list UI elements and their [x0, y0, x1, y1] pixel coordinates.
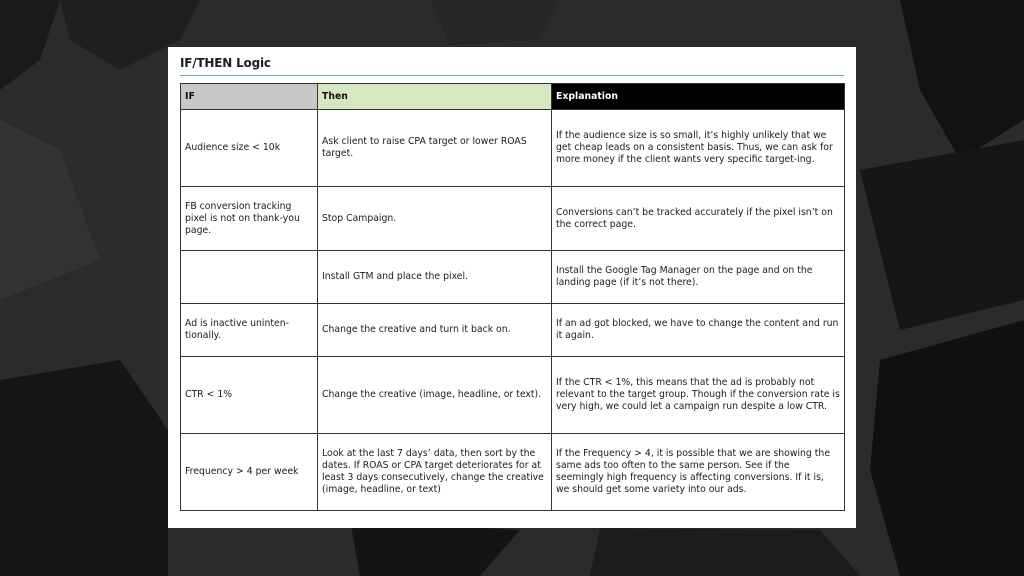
cell-explanation: If the audience size is so small, it’s highly unlikely that we get cheap leads on a consistent basis. Thus, we can ask for more money if the client wants very specific target-ing.: [552, 110, 845, 187]
table-row: [181, 304, 845, 357]
cell-explanation: Conversions can’t be tracked accurately if the pixel isn’t on the correct page.: [552, 187, 845, 251]
cell-explanation: If the Frequency > 4, it is possible that we are showing the same ads too often to the same person. See if the seemingly high frequency is affecting conversions. If it is, we should get some variety into our ads.: [552, 434, 845, 511]
table-row: [181, 187, 845, 251]
cell-if: Frequency > 4 per week: [181, 434, 318, 511]
cell-then: Change the creative and turn it back on.: [318, 304, 552, 357]
document-title: IF/THEN Logic: [180, 56, 271, 70]
cell-then: Install GTM and place the pixel.: [318, 251, 552, 304]
cell-explanation: Install the Google Tag Manager on the page and on the landing page (if it’s not there).: [552, 251, 845, 304]
header-then: Then: [318, 84, 552, 110]
cell-then: Change the creative (image, headline, or text).: [318, 357, 552, 434]
header-if: IF: [181, 84, 318, 110]
title-divider: [180, 75, 844, 76]
table-row: [181, 434, 845, 511]
cell-if: Audience size < 10k: [181, 110, 318, 187]
cell-if: [181, 251, 318, 304]
table-header-row: [181, 84, 845, 110]
cell-then: Look at the last 7 days’ data, then sort by the dates. If ROAS or CPA target deteriorates for at least 3 days consecutively, change the creative (image, headline, or text): [318, 434, 552, 511]
cell-then: Ask client to raise CPA target or lower ROAS target.: [318, 110, 552, 187]
table-row: [181, 110, 845, 187]
header-explanation: Explanation: [552, 84, 845, 110]
table-row: [181, 251, 845, 304]
cell-if: FB conversion tracking pixel is not on thank-you page.: [181, 187, 318, 251]
cell-if: CTR < 1%: [181, 357, 318, 434]
if-then-table: [180, 83, 845, 511]
table-row: [181, 357, 845, 434]
cell-explanation: If an ad got blocked, we have to change the content and run it again.: [552, 304, 845, 357]
cell-explanation: If the CTR < 1%, this means that the ad is probably not relevant to the target group. Though if the conversion rate is very high, we could let a campaign run despite a low CTR.: [552, 357, 845, 434]
document-page: [168, 47, 856, 528]
cell-then: Stop Campaign.: [318, 187, 552, 251]
cell-if: Ad is inactive uninten-tionally.: [181, 304, 318, 357]
